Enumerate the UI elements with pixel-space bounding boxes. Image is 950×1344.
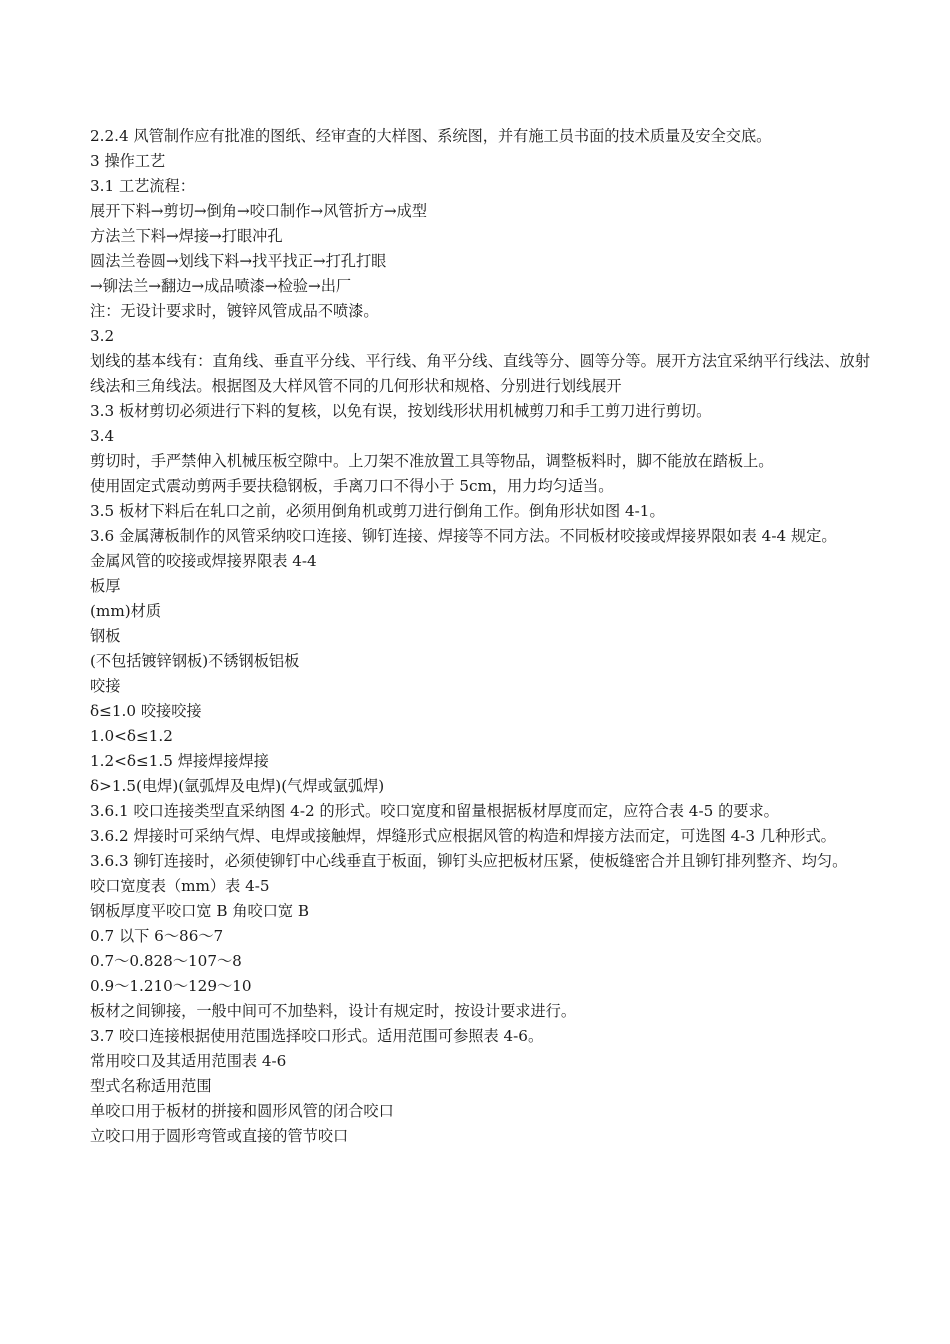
table-text: 咬接 — [90, 677, 121, 695]
table-text: (不包括镀锌钢板)不锈钢板铝板 — [90, 652, 300, 670]
table-caption: 金属风管的咬接或焊接界限表 4-4 — [90, 552, 317, 570]
table-text: 板厚 — [90, 577, 121, 595]
text-paragraph: 3.6 金属薄板制作的风管采纳咬口连接、铆钉连接、焊接等不同方法。不同板材咬接或焊接界限如表 4-4 规定。 — [90, 527, 837, 545]
process-flow-line: 方法兰下料→焊接→打眼冲孔 — [90, 227, 283, 245]
process-flow-line: 圆法兰卷圆→划线下料→找平找正→打孔打眼 — [90, 252, 387, 270]
table-caption: 常用咬口及其适用范围表 4-6 — [90, 1052, 287, 1070]
subsection-heading: 3.1 工艺流程： — [90, 177, 195, 195]
table-caption: 咬口宽度表（mm）表 4-5 — [90, 877, 270, 895]
table-text: 型式名称适用范围 — [90, 1077, 212, 1095]
process-flow-line: →铆法兰→翻边→成品喷漆→检验→出厂 — [90, 277, 352, 295]
table-text: 0.7～0.828～107～8 — [90, 952, 242, 970]
text-line: 3.5 板材下料后在轧口之前，必须用倒角机或剪刀进行倒角工作。倒角形状如图 4-1。 — [90, 502, 665, 520]
text-line: 剪切时，手严禁伸入机械压板空隙中。上刀架不准放置工具等物品，调整板料时，脚不能放在踏板上。 — [90, 452, 774, 470]
subsection-heading: 3.2 — [90, 327, 115, 345]
text-line: 2.2.4 风管制作应有批准的图纸、经审查的大样图、系统图，并有施工员书面的技术质量及安全交底。 — [90, 127, 772, 145]
process-flow-line: 展开下料→剪切→倒角→咬口制作→风管折方→成型 — [90, 202, 428, 220]
text-paragraph: 3.6.2 焊接时可采纳气焊、电焊或接触焊，焊缝形式应根据风管的构造和焊接方法而定，可选图 4-3 几种形式。 — [90, 827, 836, 845]
text-line: 3.3 板材剪切必须进行下料的复核，以免有误，按划线形状用机械剪刀和手工剪刀进行剪切。 — [90, 402, 712, 420]
table-text: δ≤1.0 咬接咬接 — [90, 702, 202, 720]
table-text: 立咬口用于圆形弯管或直接的管节咬口 — [90, 1127, 349, 1145]
table-text: 0.7 以下 6～86～7 — [90, 927, 224, 945]
text-paragraph: 划线的基本线有：直角线、垂直平分线、平行线、角平分线、直线等分、圆等分等。展开方法宜采纳平行线法、放射线法和三角线法。根据图及大样风管不同的几何形状和规格、分别进行划线展开 — [90, 352, 870, 395]
text-paragraph: 3.6.3 铆钉连接时，必须使铆钉中心线垂直于板面，铆钉头应把板材压紧，使板缝密合并且铆钉排列整齐、均匀。 — [90, 852, 848, 870]
text-line: 3.7 咬口连接根据使用范围选择咬口形式。适用范围可参照表 4-6。 — [90, 1027, 544, 1045]
note-line: 注：无设计要求时，镀锌风管成品不喷漆。 — [90, 302, 379, 320]
table-text: 1.2<δ≤1.5 焊接焊接焊接 — [90, 752, 269, 770]
table-text: (mm)材质 — [90, 602, 162, 620]
table-text: 单咬口用于板材的拼接和圆形风管的闭合咬口 — [90, 1102, 394, 1120]
table-text: δ>1.5(电焊)(氩弧焊及电焊)(气焊或氩弧焊) — [90, 777, 385, 795]
table-text: 钢板 — [90, 627, 121, 645]
text-line: 3.6.1 咬口连接类型直采纳图 4-2 的形式。咬口宽度和留量根据板材厚度而定，应符合表 4-5 的要求。 — [90, 802, 779, 820]
document-body — [90, 124, 870, 1149]
text-line: 板材之间铆接，一般中间可不加垫料，设计有规定时，按设计要求进行。 — [90, 1002, 576, 1020]
text-line: 使用固定式震动剪两手要扶稳钢板，手离刀口不得小于 5cm，用力均匀适当。 — [90, 477, 614, 495]
table-text: 钢板厚度平咬口宽 B 角咬口宽 B — [90, 902, 310, 920]
section-heading: 3 操作工艺 — [90, 152, 166, 170]
table-text: 1.0<δ≤1.2 — [90, 727, 173, 745]
subsection-heading: 3.4 — [90, 427, 115, 445]
table-text: 0.9～1.210～129～10 — [90, 977, 252, 995]
